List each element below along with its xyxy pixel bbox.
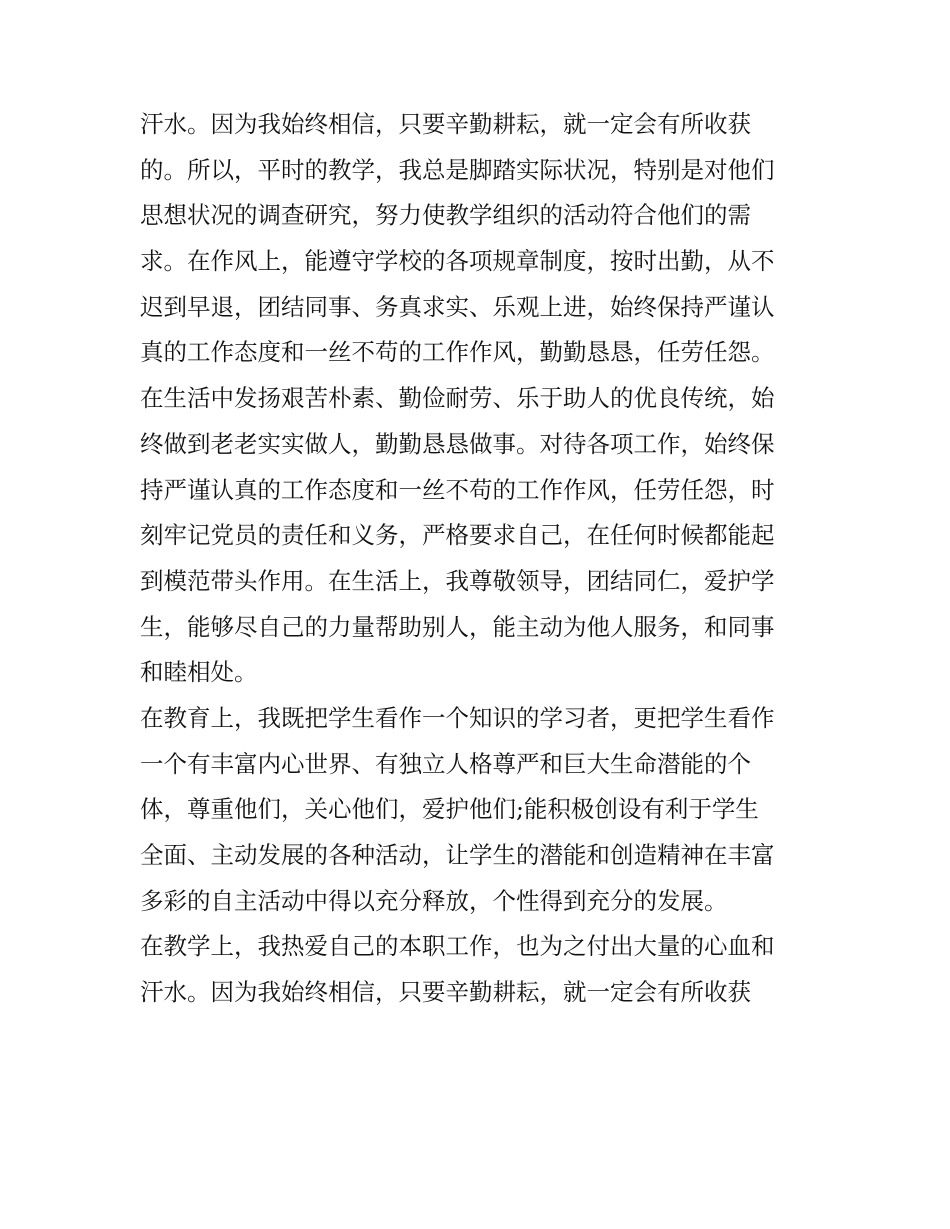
text-line: 多彩的自主活动中得以充分释放，个性得到充分的发展。: [140, 886, 728, 915]
text-line: 求。在作风上，能遵守学校的各项规章制度，按时出勤，从不: [140, 247, 775, 276]
text-line: 思想状况的调查研究，努力使教学组织的活动符合他们的需: [140, 201, 751, 230]
text-line: 体，尊重他们，关心他们，爱护他们;能积极创设有利于学生: [140, 795, 759, 824]
text-line: 迟到早退，团结同事、务真求实、乐观上进，始终保持严谨认: [140, 292, 775, 321]
body-text: [140, 102, 820, 1016]
text-line: 全面、主动发展的各种活动，让学生的潜能和创造精神在丰富: [140, 841, 775, 869]
text-line: 真的工作态度和一丝不苟的工作作风，勤勤恳恳，任劳任怨。: [140, 338, 775, 367]
text-line: 刻牢记党员的责任和义务，严格要求自己，在任何时候都能起: [140, 521, 775, 550]
text-line: 持严谨认真的工作态度和一丝不苟的工作作风，任劳任怨，时: [140, 475, 775, 504]
text-line: 在教育上，我既把学生看作一个知识的学习者，更把学生看作: [140, 703, 775, 732]
text-line: 终做到老老实实做人，勤勤恳恳做事。对待各项工作，始终保: [140, 429, 775, 458]
text-line: 汗水。因为我始终相信，只要辛勤耕耘，就一定会有所收获: [140, 110, 751, 138]
text-line: 一个有丰富内心世界、有独立人格尊严和巨大生命潜能的个: [140, 749, 751, 778]
text-line: 的。所以，平时的教学，我总是脚踏实际状况，特别是对他们: [140, 155, 775, 184]
text-line: 汗水。因为我始终相信，只要辛勤耕耘，就一定会有所收获: [140, 978, 751, 1007]
text-line: 到模范带头作用。在生活上，我尊敬领导，团结同仁，爱护学: [140, 566, 775, 595]
text-line: 和睦相处。: [140, 658, 258, 687]
text-line: 在教学上，我热爱自己的本职工作，也为之付出大量的心血和: [140, 932, 775, 961]
text-line: 生，能够尽自己的力量帮助别人，能主动为他人服务，和同事: [140, 612, 775, 641]
text-line: 在生活中发扬艰苦朴素、勤俭耐劳、乐于助人的优良传统，始: [140, 384, 775, 413]
